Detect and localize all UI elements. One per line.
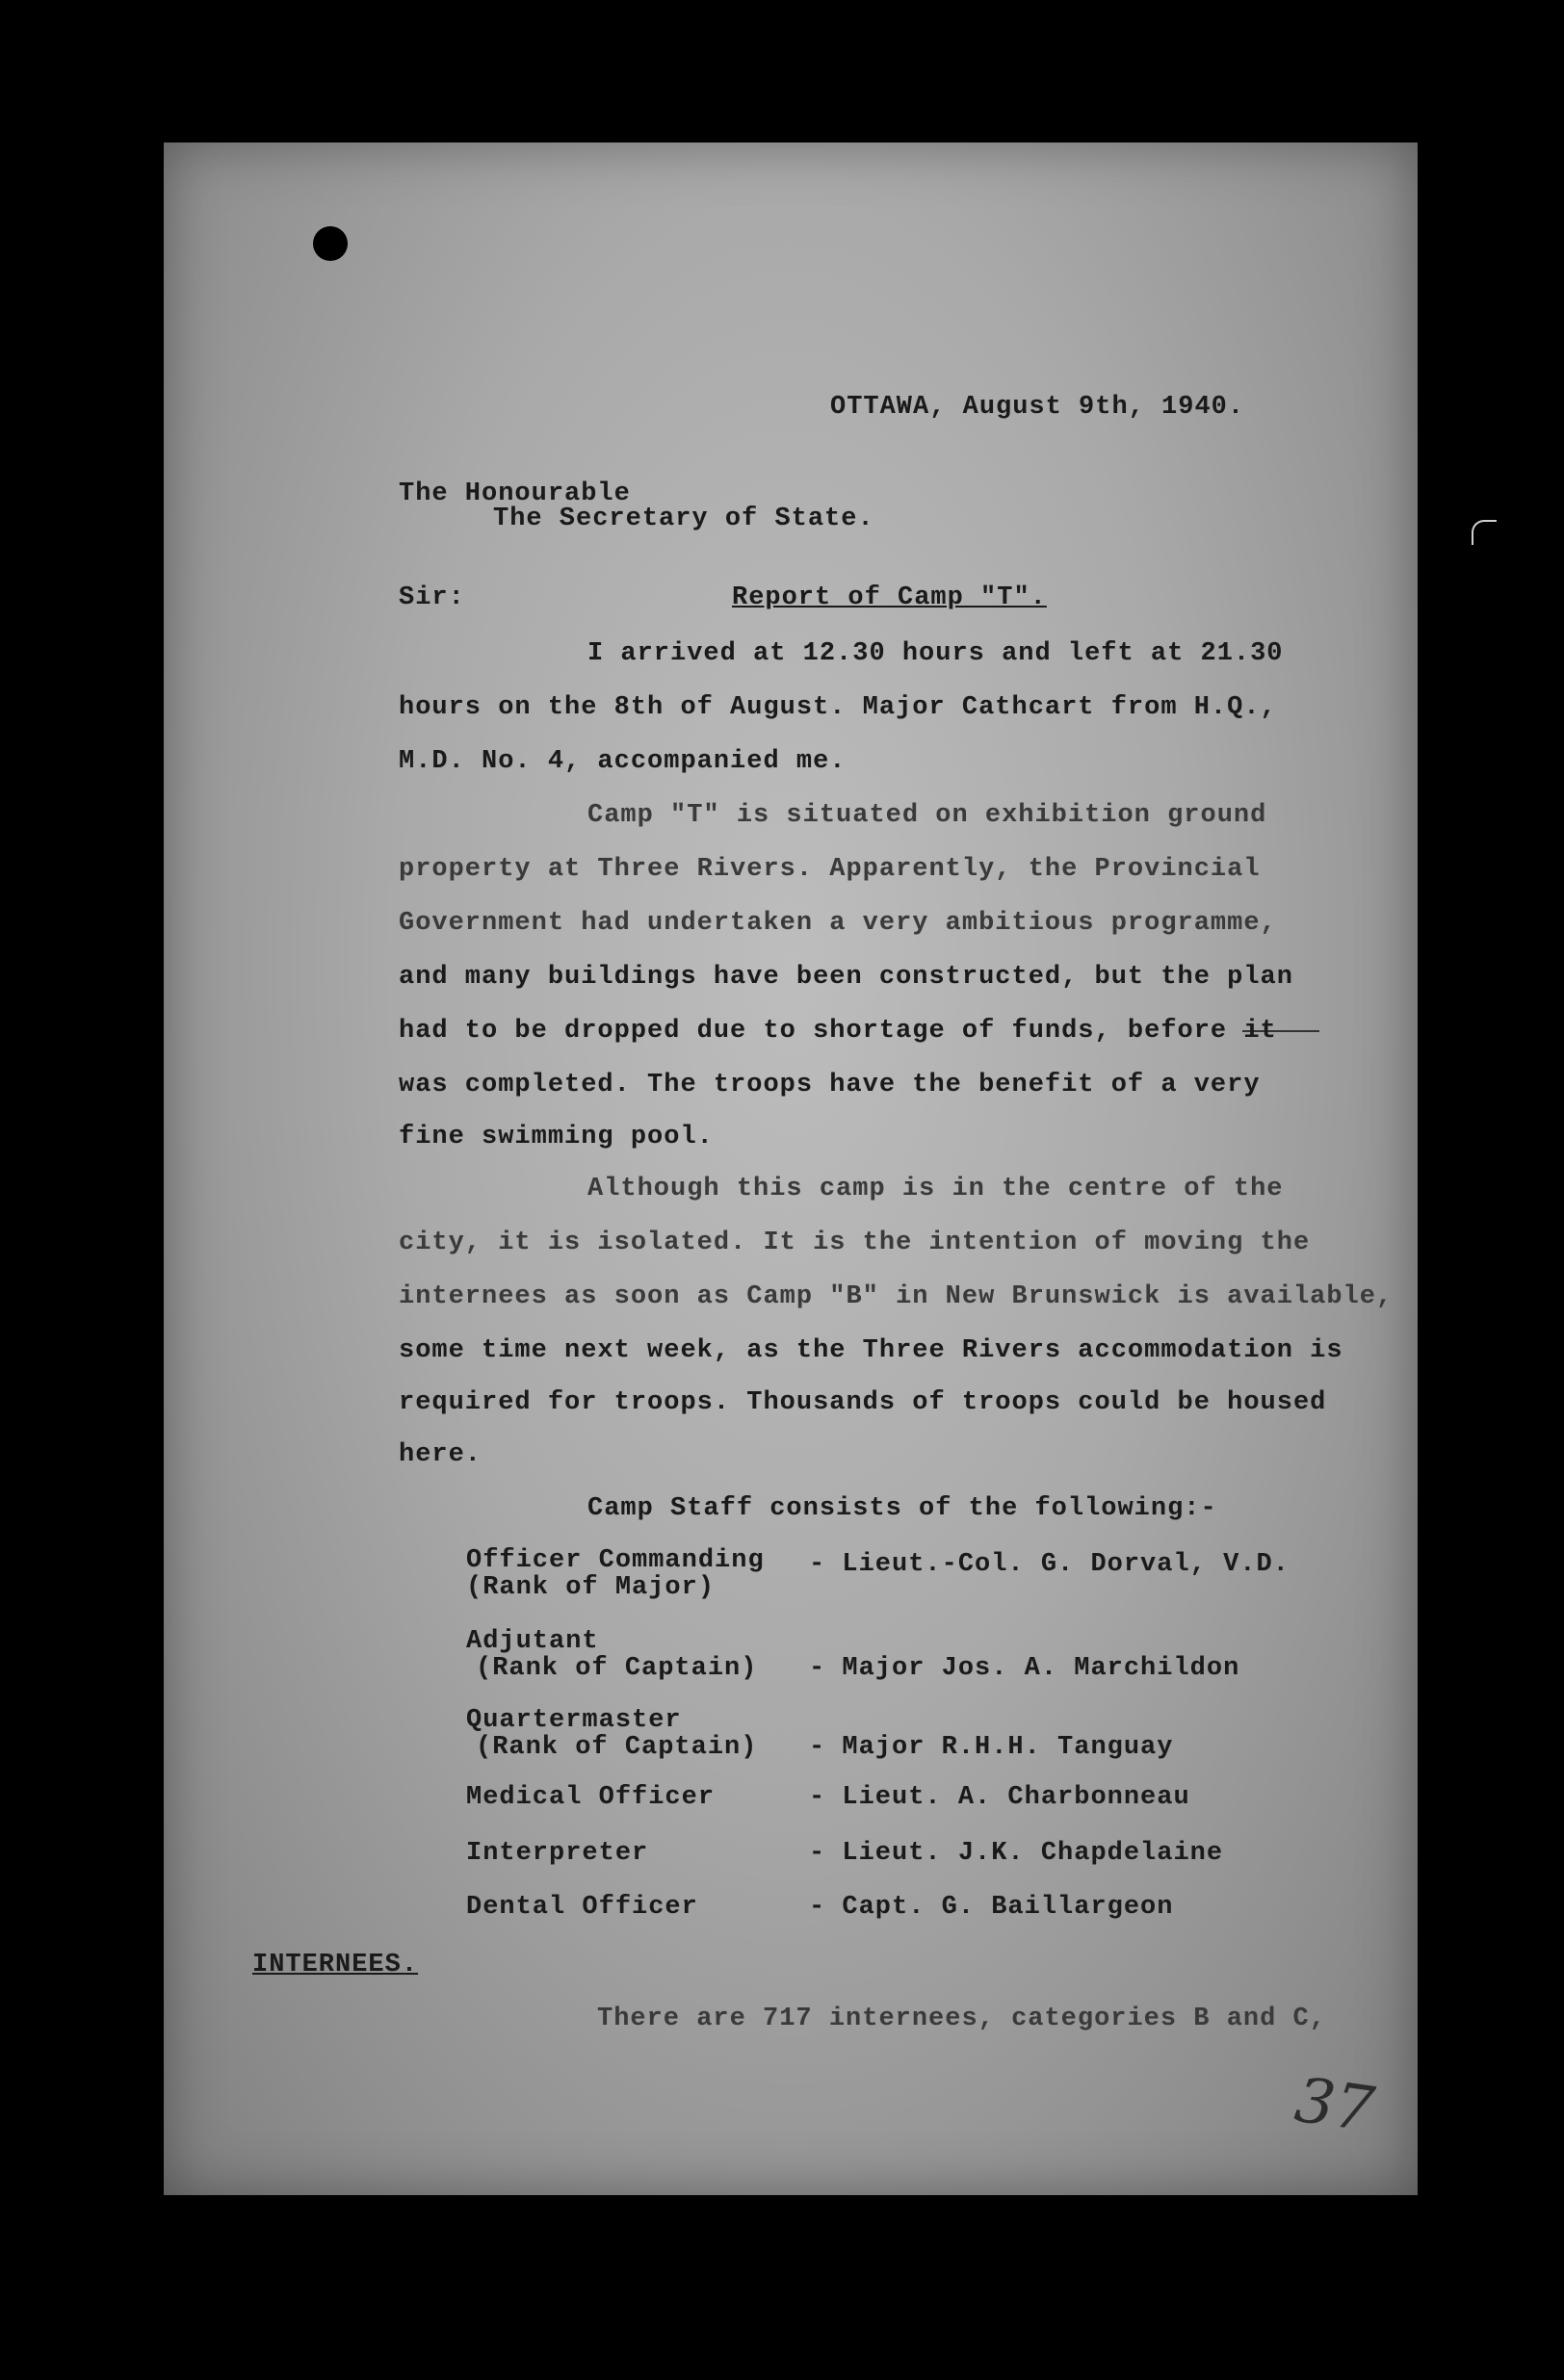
addressee-line-1: The Honourable: [399, 479, 631, 508]
paragraph-1-line-1: I arrived at 12.30 hours and left at 21.30: [587, 639, 1284, 668]
paragraph-3-line-4: some time next week, as the Three Rivers accommodation is: [399, 1336, 1343, 1365]
staff-name-2: - Major Jos. A. Marchildon: [809, 1654, 1240, 1683]
salutation: Sir:: [399, 583, 465, 612]
staff-rank-2: (Rank of Captain): [476, 1654, 758, 1683]
paragraph-2-line-3: Government had undertaken a very ambitious programme,: [399, 909, 1277, 938]
edge-mark: [1472, 520, 1497, 545]
staff-name-1: - Lieut.-Col. G. Dorval, V.D.: [809, 1550, 1290, 1579]
staff-name-5: - Lieut. J.K. Chapdelaine: [809, 1839, 1224, 1868]
section-heading-internees: INTERNEES.: [252, 1951, 419, 1979]
paragraph-2-line-1: Camp "T" is situated on exhibition ground: [587, 801, 1267, 830]
paragraph-3-line-6: here.: [399, 1440, 482, 1469]
staff-name-3: - Major R.H.H. Tanguay: [809, 1733, 1174, 1762]
paragraph-3-line-2: city, it is isolated. It is the intention of moving the: [399, 1229, 1311, 1257]
paragraph-2-line-6: was completed. The troops have the benefit of a very: [399, 1071, 1261, 1099]
handwritten-page-number: 37: [1290, 2064, 1379, 2147]
paragraph-3-line-3: internees as soon as Camp "B" in New Brunswick is available,: [399, 1282, 1394, 1311]
staff-role-2: Adjutant: [466, 1627, 599, 1656]
subject-heading: Report of Camp "T".: [732, 583, 1047, 612]
paragraph-3-line-1: Although this camp is in the centre of the: [587, 1175, 1284, 1203]
document-page: [164, 142, 1418, 2195]
staff-name-4: - Lieut. A. Charbonneau: [809, 1783, 1190, 1812]
punch-hole: [313, 226, 348, 261]
internees-line: There are 717 internees, categories B and C,: [597, 2005, 1326, 2033]
paragraph-2-line-2: property at Three Rivers. Apparently, the Provincial: [399, 855, 1261, 884]
staff-role-4: Medical Officer: [466, 1783, 716, 1812]
staff-role-6: Dental Officer: [466, 1893, 698, 1922]
paragraph-1-line-3: M.D. No. 4, accompanied me.: [399, 747, 847, 776]
staff-name-6: - Capt. G. Baillargeon: [809, 1893, 1174, 1922]
paragraph-2-line-7: fine swimming pool.: [399, 1123, 714, 1151]
paragraph-2-line-5: had to be dropped due to shortage of funds, before it: [399, 1017, 1277, 1046]
staff-rank-1: (Rank of Major): [466, 1573, 716, 1602]
place-date: OTTAWA, August 9th, 1940.: [830, 393, 1245, 422]
paragraph-3-line-5: required for troops. Thousands of troops could be housed: [399, 1388, 1327, 1417]
staff-role-3: Quartermaster: [466, 1706, 682, 1735]
paragraph-1-line-2: hours on the 8th of August. Major Cathcart from H.Q.,: [399, 693, 1277, 722]
staff-intro: Camp Staff consists of the following:-: [587, 1494, 1217, 1523]
addressee-line-2: The Secretary of State.: [493, 504, 874, 533]
paragraph-2-line-4: and many buildings have been constructed, but the plan: [399, 963, 1293, 992]
staff-role-5: Interpreter: [466, 1839, 649, 1868]
staff-role-1: Officer Commanding: [466, 1546, 765, 1575]
staff-rank-3: (Rank of Captain): [476, 1733, 758, 1762]
